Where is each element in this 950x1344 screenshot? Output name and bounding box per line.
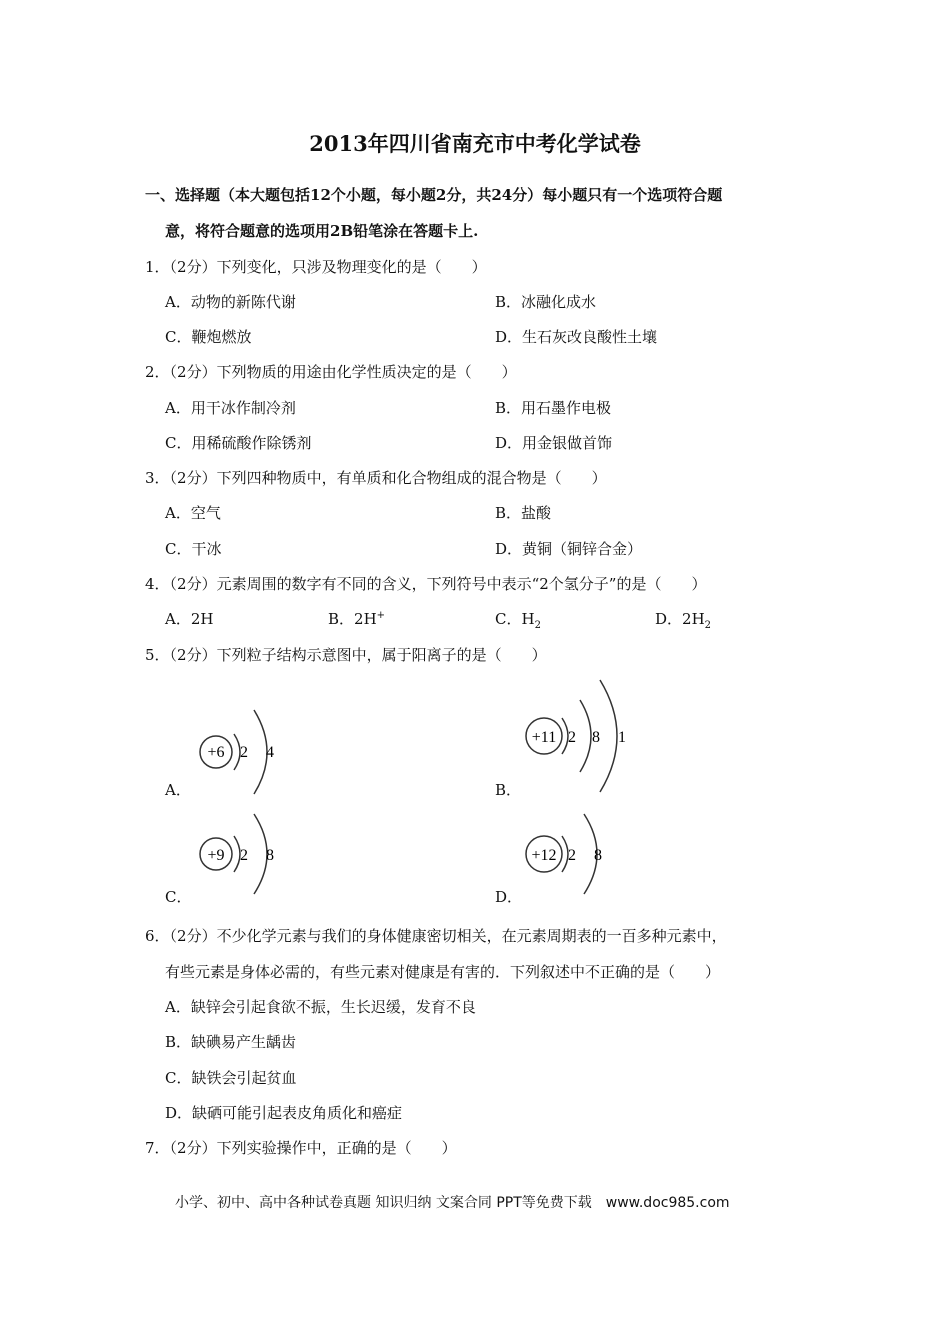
electron-shell-arc (600, 680, 617, 792)
shell-electrons: 1 (618, 729, 626, 746)
atom-diagram-d (520, 810, 630, 910)
question-6-stem-line1: 6．（2分）不少化学元素与我们的身体健康密切相关，在元素周期表的一百多种元素中， (145, 927, 727, 945)
shell-electrons: 4 (266, 744, 274, 761)
q2-option-b: B．用石墨作电极 (495, 399, 612, 417)
q1-option-c: C．鞭炮燃放 (165, 328, 252, 346)
q4-option-c: C．$H_2$ (495, 610, 541, 631)
question-4-stem: 4．（2分）元素周围的数字有不同的含义，下列符号中表示“2个氢分子”的是（ ） (145, 575, 707, 593)
footer-text: 小学、初中、高中各种试卷真题 知识归纳 文案合同 PPT等免费下载 www.doc985.com (175, 1195, 730, 1211)
subscript-count: 2 (534, 620, 541, 631)
shell-electrons: 2 (568, 729, 576, 746)
q5-option-c-label: C． (165, 888, 192, 906)
shell-electrons: 2 (568, 847, 576, 864)
question-7-stem: 7．（2分）下列实验操作中，正确的是（ ） (145, 1139, 457, 1157)
q5-option-d-label: D． (495, 888, 523, 906)
shell-electrons: 2 (240, 847, 248, 864)
question-1-stem: 1．（2分）下列变化，只涉及物理变化的是（ ） (145, 258, 487, 276)
question-5-stem: 5．（2分）下列粒子结构示意图中，属于阳离子的是（ ） (145, 646, 547, 664)
q6-option-b: B．缺碘易产生龋齿 (165, 1033, 297, 1051)
q3-option-b: B．盐酸 (495, 504, 552, 522)
nucleus-charge: +12 (531, 847, 557, 864)
shell-electrons: 8 (266, 847, 274, 864)
q6-option-c: C．缺铁会引起贫血 (165, 1069, 297, 1087)
q3-option-a: A．空气 (165, 504, 221, 522)
nucleus-charge: +11 (531, 729, 557, 746)
q6-option-a: A．缺锌会引起食欲不振，生长迟缓，发育不良 (165, 998, 476, 1016)
question-2-stem: 2．（2分）下列物质的用途由化学性质决定的是（ ） (145, 363, 517, 381)
question-3-stem: 3．（2分）下列四种物质中，有单质和化合物组成的混合物是（ ） (145, 469, 607, 487)
q6-option-d: D．缺硒可能引起表皮角质化和癌症 (165, 1104, 403, 1122)
shell-electrons: 8 (592, 729, 600, 746)
superscript-charge: + (376, 610, 386, 621)
q4-option-a: A．2H (165, 610, 214, 628)
q5-option-b-label: B． (495, 781, 522, 799)
shell-electrons: 8 (594, 847, 602, 864)
electron-shell-arc (580, 700, 591, 772)
atom-diagram-c (190, 810, 290, 910)
q2-option-d: D．用金银做首饰 (495, 434, 613, 452)
q5-option-a-label: A． (165, 781, 191, 799)
section-heading-line1: 一、选择题（本大题包括12个小题，每小题2分，共24分）每小题只有一个选项符合题 (145, 186, 723, 204)
q4-option-d: D．$2H_2$ (655, 610, 712, 631)
section-heading-line2: 意，将符合题意的选项用2B铅笔涂在答题卡上. (165, 222, 479, 240)
nucleus-charge: +9 (207, 847, 225, 864)
q1-option-d: D．生石灰改良酸性土壤 (495, 328, 658, 346)
q3-option-d: D．黄铜（铜锌合金） (495, 540, 643, 558)
q1-option-b: B．冰融化成水 (495, 293, 597, 311)
q2-option-c: C．用稀硫酸作除锈剂 (165, 434, 312, 452)
atom-diagram-b (520, 676, 640, 796)
atom-diagram-a (190, 700, 290, 800)
q2-option-a: A．用干冰作制冷剂 (165, 399, 296, 417)
question-6-stem-line2: 有些元素是身体必需的，有些元素对健康是有害的．下列叙述中不正确的是（ ） (165, 963, 721, 981)
q1-option-a: A．动物的新陈代谢 (165, 293, 296, 311)
q3-option-c: C．干冰 (165, 540, 222, 558)
nucleus-charge: +6 (207, 744, 225, 761)
shell-electrons: 2 (240, 744, 248, 761)
subscript-count: 2 (704, 620, 712, 631)
q4-option-b: B．2H+ (328, 610, 386, 628)
page-title: 2013年四川省南充市中考化学试卷 (309, 131, 641, 156)
